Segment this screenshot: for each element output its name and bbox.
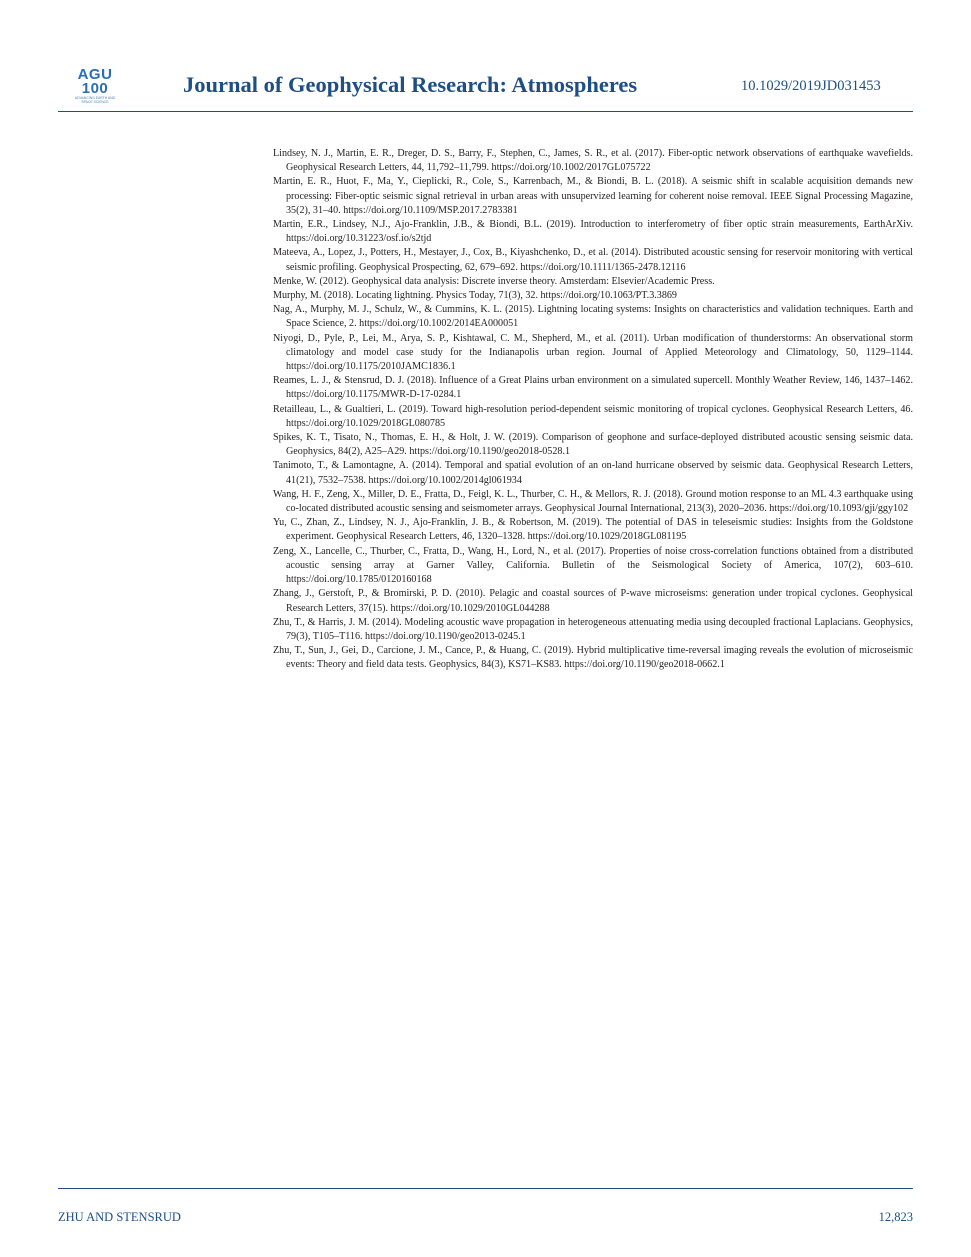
- logo-tagline: ADVANCING EARTH AND SPACE SCIENCE: [74, 96, 116, 104]
- reference-item: Martin, E.R., Lindsey, N.J., Ajo-Franklin, J.B., & Biondi, B.L. (2019). Introduction to interferometry of fiber optic strain measurements, EarthArXiv. https://doi.org/10.31223/osf.io/s2tjd: [273, 219, 913, 245]
- reference-item: Tanimoto, T., & Lamontagne, A. (2014). Temporal and spatial evolution of an on-land hurricane observed by seismic data. Geophysical Research Letters, 41(21), 7532–7538. https://doi.org/10.1002/2014gl061934: [273, 460, 913, 486]
- reference-item: Niyogi, D., Pyle, P., Lei, M., Arya, S. P., Kishtawal, C. M., Shepherd, M., et al. (2011). Urban modification of thunderstorms: An observational storm climatology and model case study for the Indianapolis urban region. Journal of Applied Meteorology and Climatology, 50, 1129–1144. https://doi.org/10.1175/2010JAMC1836.1: [273, 332, 913, 373]
- reference-item: Zhang, J., Gerstoft, P., & Bromirski, P. D. (2010). Pelagic and coastal sources of P-wave microseisms: generation under tropical cyclones. Geophysical Research Letters, 37(15). https://doi.org/10.1029/2010GL044288: [273, 588, 913, 614]
- reference-item: Nag, A., Murphy, M. J., Schulz, W., & Cummins, K. L. (2015). Lightning locating systems: Insights on characteristics and validation techniques. Earth and Space Science, 2. https://doi.org/10.1002/2014EA000051: [273, 304, 913, 330]
- reference-item: Lindsey, N. J., Martin, E. R., Dreger, D. S., Barry, F., Stephen, C., James, S. R., et al. (2017). Fiber-optic network observations of earthquake wavefields. Geophysical Research Letters, 44, 11,792–11,799. https://doi.org/10.1002/2017GL075722: [273, 148, 913, 174]
- header-rule: [58, 111, 913, 112]
- reference-item: Zhu, T., & Harris, J. M. (2014). Modeling acoustic wave propagation in heterogeneous attenuating media using decoupled fractional Laplacians. Geophysics, 79(3), T105–T116. https://doi.org/10.1190/geo2013-0245.1: [273, 616, 913, 642]
- article-doi: 10.1029/2019JD031453: [741, 78, 881, 94]
- agu-logo: [72, 68, 118, 104]
- reference-item: Mateeva, A., Lopez, J., Potters, H., Mestayer, J., Cox, B., Kiyashchenko, D., et al. (2014). Distributed acoustic sensing for reservoir monitoring with vertical seismic profiling. Geophysical Prospecting, 62, 679–692. https://doi.org/10.1111/1365-2478.12116: [273, 247, 913, 273]
- journal-title: Journal of Geophysical Research: Atmospheres: [183, 72, 638, 97]
- logo-agu-text: AGU: [77, 66, 113, 83]
- reference-item: Yu, C., Zhan, Z., Lindsey, N. J., Ajo-Franklin, J. B., & Robertson, M. (2019). The potential of DAS in teleseismic studies: Insights from the Goldstone experiment. Geophysical Research Letters, 46, 1320–1328. https://doi.org/10.1029/2018GL081195: [273, 517, 913, 543]
- footer-rule: [58, 1188, 913, 1189]
- reference-item: Zhu, T., Sun, J., Gei, D., Carcione, J. M., Cance, P., & Huang, C. (2019). Hybrid multiplicative time-reversal imaging reveals the evolution of microseismic events: Theory and field data tests. Geophysics, 84(3), KS71–KS83. https://doi.org/10.1190/geo2018-0662.1: [273, 645, 913, 671]
- reference-item: Menke, W. (2012). Geophysical data analysis: Discrete inverse theory. Amsterdam: Elsevier/Academic Press.: [273, 275, 715, 287]
- reference-item: Retailleau, L., & Gualtieri, L. (2019). Toward high-resolution period-dependent seismic monitoring of tropical cyclones. Geophysical Research Letters, 46. https://doi.org/10.1029/2018GL080785: [273, 403, 913, 429]
- reference-item: Martin, E. R., Huot, F., Ma, Y., Cieplicki, R., Cole, S., Karrenbach, M., & Biondi, B. L. (2018). A seismic shift in scalable acquisition demands new processing: Fiber-optic seismic signal retrieval in urban areas with unsupervized learning for coherent noise removal. IEEE Signal Processing Magazine, 35(2), 31–40. https://doi.org/10.1109/MSP.2017.2783381: [273, 176, 913, 216]
- reference-item: Reames, L. J., & Stensrud, D. J. (2018). Influence of a Great Plains urban environment on a simulated supercell. Monthly Weather Review, 146, 1437–1462. https://doi.org/10.1175/MWR-D-17-0284.1: [273, 375, 913, 401]
- reference-item: Spikes, K. T., Tisato, N., Thomas, E. H., & Holt, J. W. (2019). Comparison of geophone and surface-deployed distributed acoustic sensing seismic data. Geophysics, 84(2), A25–A29. https://doi.org/10.1190/geo2018-0528.1: [273, 432, 913, 458]
- reference-list: [273, 147, 913, 673]
- reference-item: Murphy, M. (2018). Locating lightning. Physics Today, 71(3), 32. https://doi.org/10.1063/PT.3.3869: [273, 290, 677, 302]
- page-number: 12,823: [878, 1210, 913, 1224]
- reference-item: Zeng, X., Lancelle, C., Thurber, C., Fratta, D., Wang, H., Lord, N., et al. (2017). Properties of noise cross-correlation functions obtained from a distributed acoustic sensing array at Garner Valley, California. Bulletin of the Seismological Society of America, 107(2), 603–610. https://doi.org/10.1785/0120160168: [273, 545, 913, 586]
- footer-authors: ZHU AND STENSRUD: [58, 1210, 181, 1224]
- reference-item: Wang, H. F., Zeng, X., Miller, D. E., Fratta, D., Feigl, K. L., Thurber, C. H., & Mellors, R. J. (2018). Ground motion response to an ML 4.3 earthquake using co-located distributed acoustic sensing and seismometer arrays. Geophysical Journal International, 213(3), 2020–2036. https://doi.org/10.1093/gji/ggy102: [273, 488, 913, 515]
- logo-100-text: 100: [81, 80, 109, 97]
